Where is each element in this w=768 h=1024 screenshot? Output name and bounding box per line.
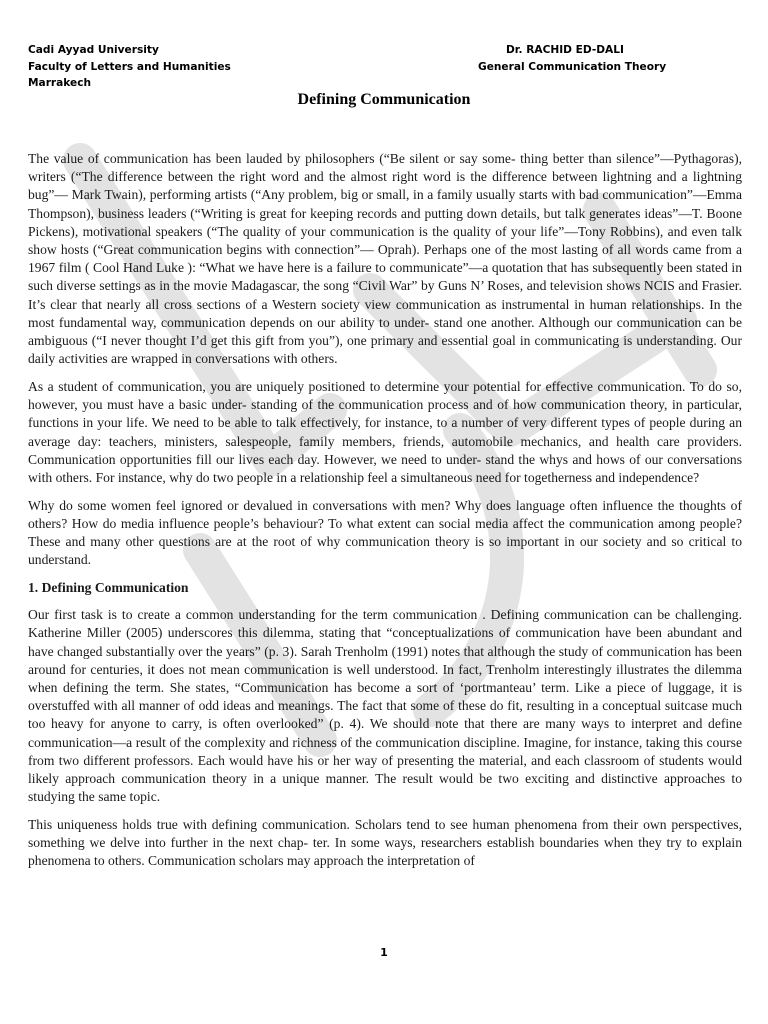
document-title: Defining Communication (297, 91, 471, 108)
paragraph-5: This uniqueness holds true with defining communication. Scholars tend to see human phenomena from their own perspectives, something we delve into further in the next chap- ter. In some ways, researchers establish boundaries when they try to explain phenomena to others. Communication scholars may approach the interpretation of (28, 816, 742, 869)
university-name: Cadi Ayyad University (28, 44, 159, 56)
paragraph-1: The value of communication has been lauded by philosophers (“Be silent or say some- thing better than silence”—Pythagoras), writers (“The difference between the right word and the almost right word is the difference between lightning and a lightning bug”— Mark Twain), performing artists (“Any problem, big or small, in a family usually starts with bad communication”—Emma Thompson), business leaders (“Writing is great for keeping records and putting down details, but talk generates ideas”—T. Boone Pickens), motivational speakers (“The quality of your communication is the quality of your life”—Tony Robbins), and even talk show hosts (“Great communication begins with connection”— Oprah). Perhaps one of the most lasting of all words came from a 1967 film ( Cool Hand Luke ): “What we have here is a failure to communicate”—a quotation that has subsequently been stated in such diverse settings as in the movie Madagascar, the song “Civil War” by Guns N’ Roses, and television shows NCIS and Frasier. It’s clear that nearly all cross sections of a Western society view communication as instrumental in human relationships. In the most fundamental way, communication depends on our ability to under- stand one another. Although our communication can be ambiguous (“I never thought I’d get this gift from you”), one primary and essential goal in communicating is understanding. Our daily activities are wrapped in conversations with others. (28, 151, 742, 367)
paragraph-2: As a student of communication, you are uniquely positioned to determine your potential for effective communication. To do so, however, you must have a basic under- standing of the communication process and of how communication theory, in particular, functions in your life. We need to be able to talk effectively, for instance, to a number of very different types of people during an average day: teachers, ministers, salespeople, family members, friends, automobile mechanics, and health care providers. Communication opportunities fill our lives each day. However, we need to under- stand the whys and hows of our conversations with others. For instance, why do two people in a relationship feel a simultaneous need for togetherness and independence? (28, 378, 742, 485)
section-heading: 1. Defining Communication (28, 579, 189, 595)
author-name: Dr. RACHID ED-DALI (506, 44, 624, 56)
document-body (28, 150, 742, 880)
page-number: 1 (380, 946, 388, 959)
paragraph-3: Why do some women feel ignored or devalued in conversations with men? Why does language often influence the thoughts of others? How do media influence people’s behaviour? To what extent can social media affect the communication among people? These and many other questions are at the root of why communication theory is so important in our society and so critical to understand. (28, 497, 742, 568)
course-name: General Communication Theory (478, 60, 667, 73)
faculty-name: Faculty of Letters and Humanities (28, 60, 231, 73)
city-name: Marrakech (28, 77, 92, 89)
header-left (28, 42, 231, 92)
paragraph-4: Our first task is to create a common understanding for the term communication . Defining communication can be challenging. Katherine Miller (2005) underscores this dilemma, stating that “conceptualizations of communication have been abundant and have changed substantially over the years” (p. 3). Sarah Trenholm (1991) notes that although the study of communication has been around for centuries, it does not mean communication is well understood. In fact, Trenholm interestingly illustrates the dilemma when defining the term. She states, “Communication has become a sort of ‘portmanteau’ term. Like a piece of luggage, it is overstuffed with all manner of odd ideas and meanings. The fact that some of these do fit, resulting in a conceptual suitcase much too heavy for anyone to carry, is often overlooked” (p. 4). We should note that there are many ways to interpret and define communication—a result of the complexity and richness of the communication discipline. Imagine, for instance, taking this course from two different professors. Each would have his or her way of presenting the material, and each classroom of students would likely approach communication theory in a unique manner. The result would be two exciting and distinctive approaches to studying the same topic. (28, 607, 742, 805)
header-right (478, 42, 666, 75)
